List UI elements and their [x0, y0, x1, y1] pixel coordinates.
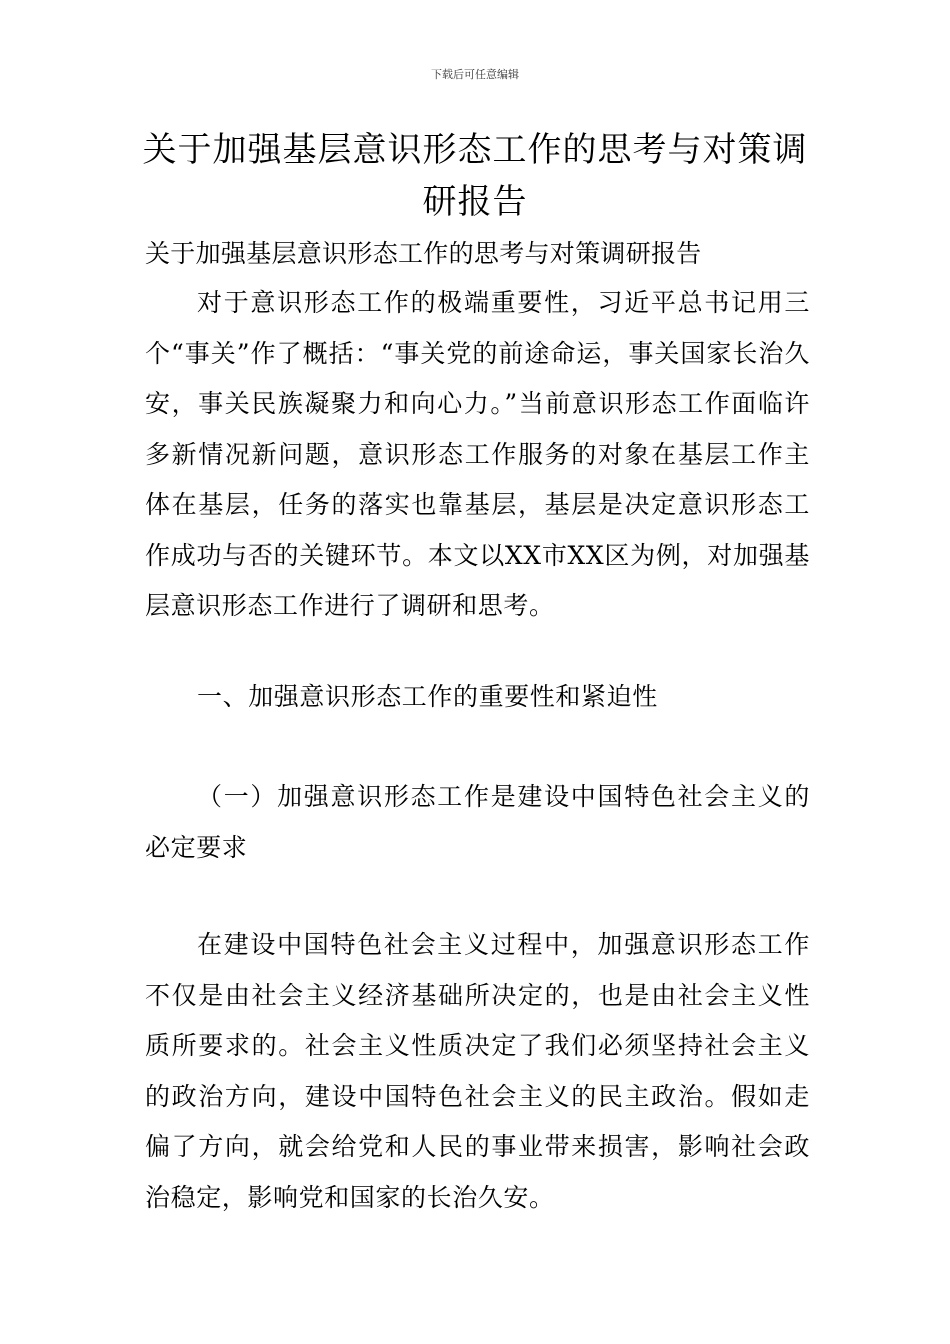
subsection-heading-1: （一）加强意识形态工作是建设中国特色社会主义的必定要求	[145, 782, 810, 862]
document-subtitle: 关于加强基层意识形态工作的思考与对策调研报告	[145, 239, 702, 268]
paragraph-section-1: 在建设中国特色社会主义过程中，加强意识形态工作不仅是由社会主义经济基础所决定的，也是由社会主义性质所要求的。社会主义性质决定了我们必须坚持社会主义的政治方向，建设中国特色社会主义的民主政治。假如走偏了方向，就会给党和人民的事业带来损害，影响社会政治稳定，影响党和国家的长治久安。	[145, 930, 810, 1212]
paragraph-intro: 对于意识形态工作的极端重要性，习近平总书记用三个“事关”作了概括：“事关党的前途命运，事关国家长治久安，事关民族凝聚力和向心力。”当前意识形态工作面临许多新情况新问题，意识形态工作服务的对象在基层工作主体在基层，任务的落实也靠基层，基层是决定意识形态工作成功与否的关键环节。本文以XX市XX区为例，对加强基层意识形态工作进行了调研和思考。	[145, 288, 810, 620]
header-note: 下载后可任意编辑	[431, 68, 519, 81]
document-title: 关于加强基层意识形态工作的思考与对策调研报告	[142, 130, 808, 222]
section-heading-1: 一、加强意识形态工作的重要性和紧迫性	[197, 682, 658, 711]
